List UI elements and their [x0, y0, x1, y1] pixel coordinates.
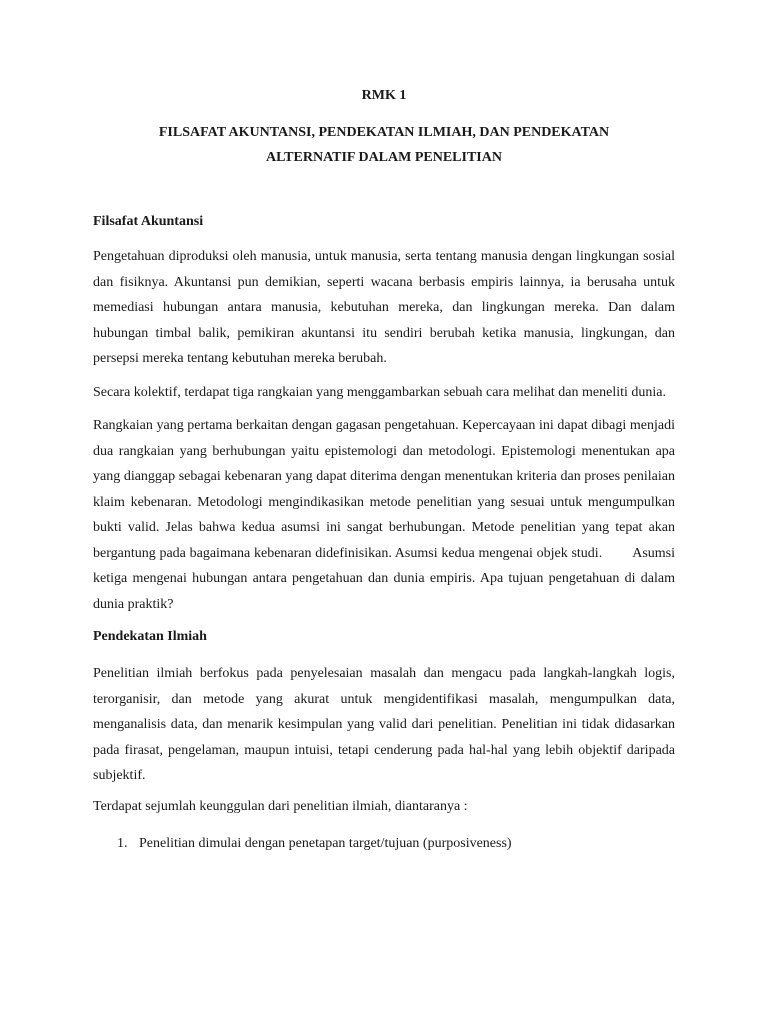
paragraph: Pengetahuan diproduksi oleh manusia, untuk manusia, serta tentang manusia dengan lingkungan sosial dan fisiknya. Akuntansi pun demikian, seperti wacana berbasis empiris lainnya, ia berusaha untuk memediasi hubungan antara manusia, kebutuhan mereka, dan lingkungan mereka. Dan dalam hubungan timbal balik, pemikiran akuntansi itu sendiri berubah ketika manusia, lingkungan, dan persepsi mereka tentang kebutuhan mereka berubah. [93, 249, 675, 366]
paragraph: Secara kolektif, terdapat tiga rangkaian yang menggambarkan sebuah cara melihat dan meneliti dunia. [93, 384, 666, 400]
paragraph: Penelitian ilmiah berfokus pada penyelesaian masalah dan mengacu pada langkah-langkah logis, terorganisir, dan metode yang akurat untuk mengidentifikasi masalah, mengumpulkan data, menganalisis data, dan menarik kesimpulan yang valid dari penelitian. Penelitian ini tidak didasarkan pada firasat, pengelaman, maupun intuisi, tetapi cenderung pada hal-hal yang lebih objektif daripada subjektif. [93, 666, 675, 783]
document-title [93, 120, 675, 170]
document-title-line-1: FILSAFAT AKUNTANSI, PENDEKATAN ILMIAH, DAN PENDEKATAN [158, 125, 610, 140]
list-item-number: 1. [117, 835, 128, 851]
paragraph [93, 413, 675, 617]
document-title-line-2: ALTERNATIF DALAM PENELITIAN [266, 150, 502, 165]
paragraph-text-tail: Asumsi ketiga mengenai hubungan antara pengetahuan dan dunia empiris. Apa tujuan pengetahuan di dalam dunia praktik? [93, 545, 675, 612]
list-item-text: Penelitian dimulai dengan penetapan target/tujuan (purposiveness) [139, 835, 512, 851]
section-heading-filsafat: Filsafat Akuntansi [93, 214, 204, 229]
document-page [93, 86, 675, 854]
document-code: RMK 1 [361, 88, 407, 103]
list-item [93, 834, 675, 854]
list-intro: Terdapat sejumlah keunggulan dari penelitian ilmiah, diantaranya : [93, 798, 468, 814]
numbered-list [93, 834, 675, 854]
paragraph-text: Rangkaian yang pertama berkaitan dengan gagasan pengetahuan. Kepercayaan ini dapat dibagi menjadi dua rangkaian yang berhubungan yaitu epistemologi dan metodologi. Epistemologi menentukan apa yang dianggap sebagai kebenaran yang dapat diterima dengan menentukan kriteria dan proses penilaian klaim kebenaran. Metodologi mengindikasikan metode penelitian yang sesuai untuk mengumpulkan bukti valid. Jelas bahwa kedua asumsi ini sangat berhubungan. Metode penelitian yang tepat akan bergantung pada bagaimana kebenaran didefinisikan. Asumsi kedua mengenai objek studi. [93, 418, 675, 561]
section-heading-pendekatan-ilmiah: Pendekatan Ilmiah [93, 629, 207, 644]
